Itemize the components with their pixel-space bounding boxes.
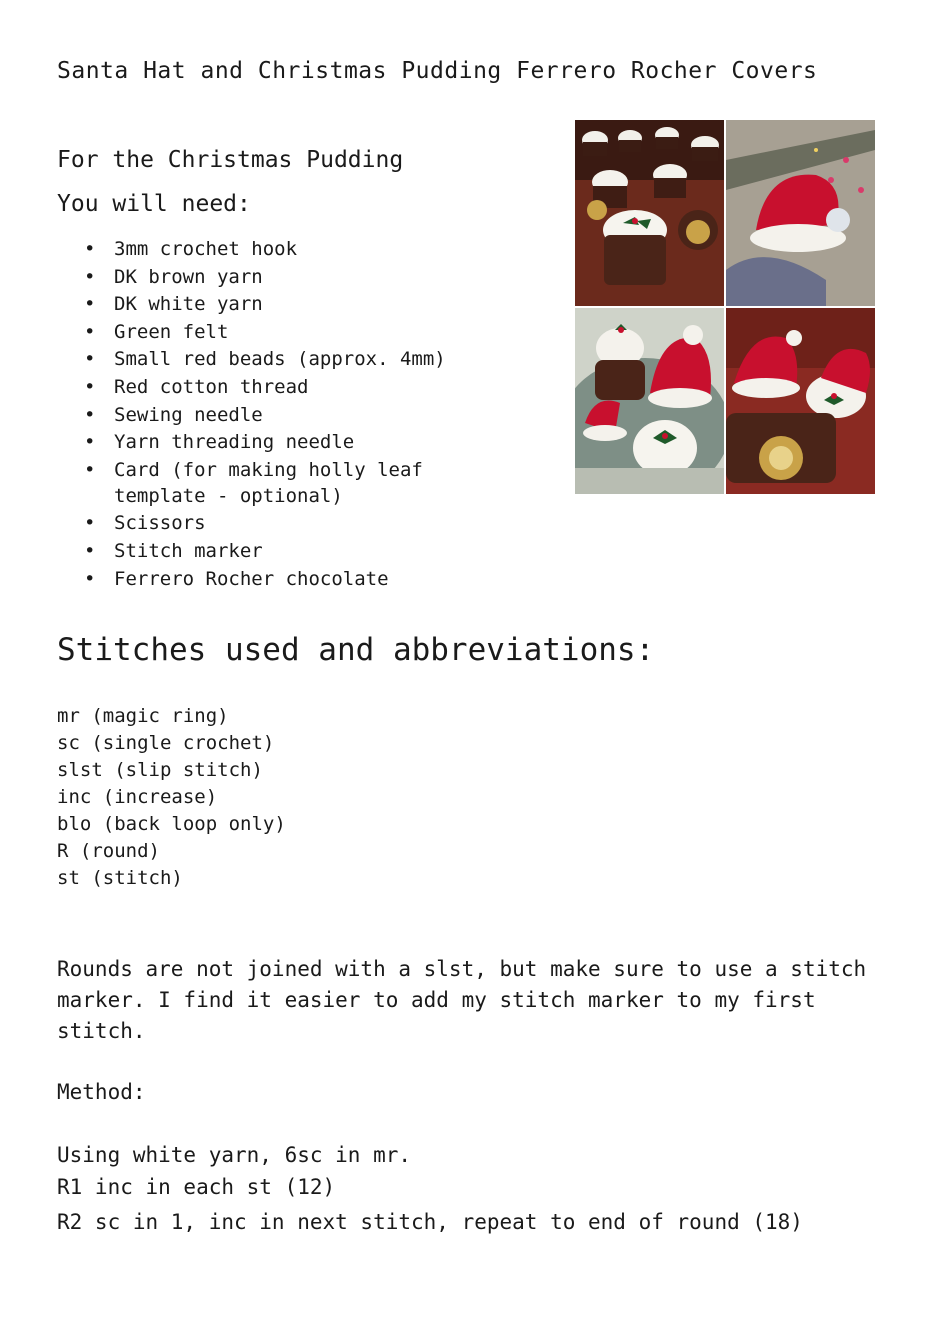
abbreviations-list [57, 703, 317, 892]
photo-collage [575, 120, 875, 495]
stitches-heading: Stitches used and abbreviations: [57, 632, 655, 668]
pudding-heading: For the Christmas Pudding [57, 147, 404, 173]
photo-puddings-table [575, 120, 724, 306]
list-item: • Card (for making holly leaf template - optional) [84, 457, 504, 509]
method-line: R1 inc in each st (12) [57, 1175, 336, 1199]
method-heading: Method: [57, 1080, 146, 1104]
list-item: • Sewing needle [84, 402, 504, 428]
list-item: • 3mm crochet hook [84, 236, 504, 262]
list-item: sc (single crochet) [57, 732, 275, 754]
method-line: Using white yarn, 6sc in mr. [57, 1143, 412, 1167]
list-item: • Green felt [84, 319, 504, 345]
photo-pudding-and-hats [726, 308, 875, 494]
list-item: mr (magic ring) [57, 705, 229, 727]
list-item: blo (back loop only) [57, 813, 286, 835]
list-item: R (round) [57, 840, 160, 862]
list-item: • Stitch marker [84, 538, 504, 564]
you-will-need-heading: You will need: [57, 191, 251, 217]
list-item: • Yarn threading needle [84, 429, 504, 455]
list-item: st (stitch) [57, 867, 183, 889]
list-item: inc (increase) [57, 786, 218, 808]
list-item: • Small red beads (approx. 4mm) [84, 346, 504, 372]
list-item: • DK brown yarn [84, 264, 504, 290]
list-item: • Ferrero Rocher chocolate [84, 566, 504, 592]
list-item: • Red cotton thread [84, 374, 504, 400]
materials-list [84, 236, 504, 593]
document-title: Santa Hat and Christmas Pudding Ferrero Rocher Covers [57, 58, 818, 84]
list-item: • Scissors [84, 510, 504, 536]
stitch-marker-note: Rounds are not joined with a slst, but make sure to use a stitch marker. I find it easier to add my stitch marker to my first stitch. [57, 957, 867, 1043]
method-line: R2 sc in 1, inc in next stitch, repeat to end of round (18) [57, 1210, 803, 1234]
list-item: • DK white yarn [84, 291, 504, 317]
photo-santa-hat-tree [726, 120, 875, 306]
list-item: slst (slip stitch) [57, 759, 263, 781]
photo-bowl-mixed [575, 308, 724, 494]
